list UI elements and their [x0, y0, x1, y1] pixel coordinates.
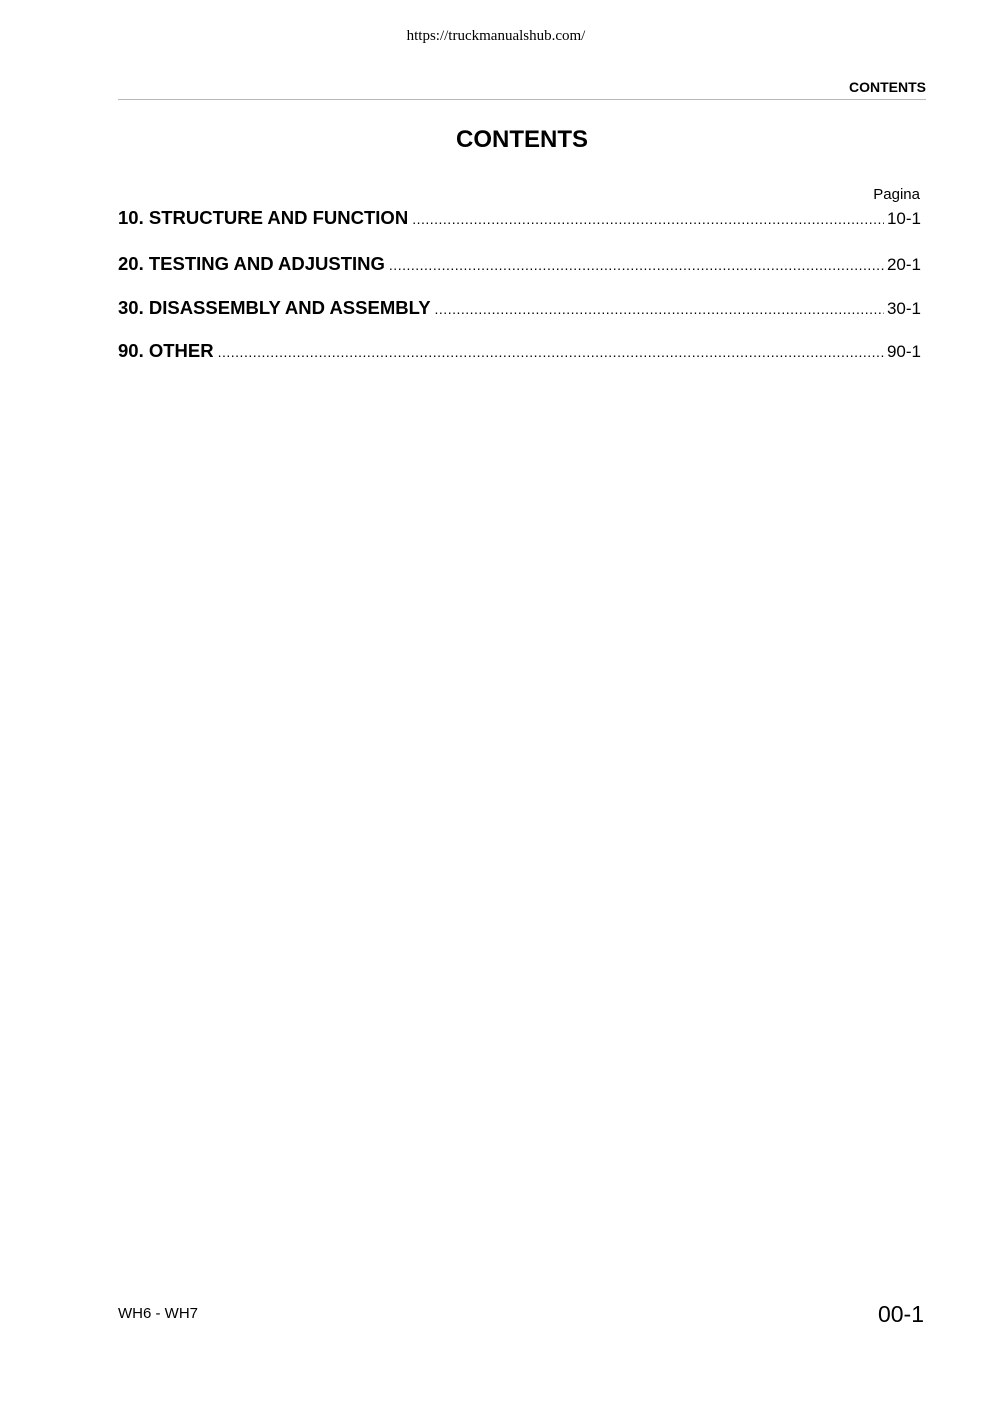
toc-entry-testing-and-adjusting[interactable] — [118, 253, 921, 275]
toc-entry-structure-and-function[interactable] — [118, 207, 921, 229]
toc-entry-title: 20. TESTING AND ADJUSTING — [118, 253, 385, 274]
footer-page-number: 00-1 — [877, 1301, 924, 1327]
dot-leader — [412, 211, 884, 227]
toc-entry-disassembly-and-assembly[interactable] — [118, 297, 921, 319]
toc-entry-title: 90. OTHER — [118, 340, 214, 361]
toc-entry-page: 90-1 — [886, 342, 921, 361]
page-title: CONTENTS — [456, 126, 588, 153]
dot-leader — [218, 344, 884, 360]
toc-entry-page: 10-1 — [886, 209, 921, 228]
source-url[interactable]: https://truckmanualshub.com/ — [406, 28, 586, 44]
dot-leader — [389, 257, 884, 273]
page-column-heading: Pagina — [873, 186, 920, 203]
toc-entry-page: 20-1 — [886, 255, 921, 274]
toc-entry-title: 10. STRUCTURE AND FUNCTION — [118, 207, 409, 228]
toc-entry-page: 30-1 — [886, 299, 921, 318]
header-rule — [118, 99, 926, 100]
toc-entry-other[interactable] — [118, 340, 921, 362]
dot-leader — [435, 301, 884, 317]
toc-entry-title: 30. DISASSEMBLY AND ASSEMBLY — [118, 297, 431, 318]
footer-model: WH6 - WH7 — [118, 1305, 198, 1322]
running-header: CONTENTS — [849, 79, 926, 95]
